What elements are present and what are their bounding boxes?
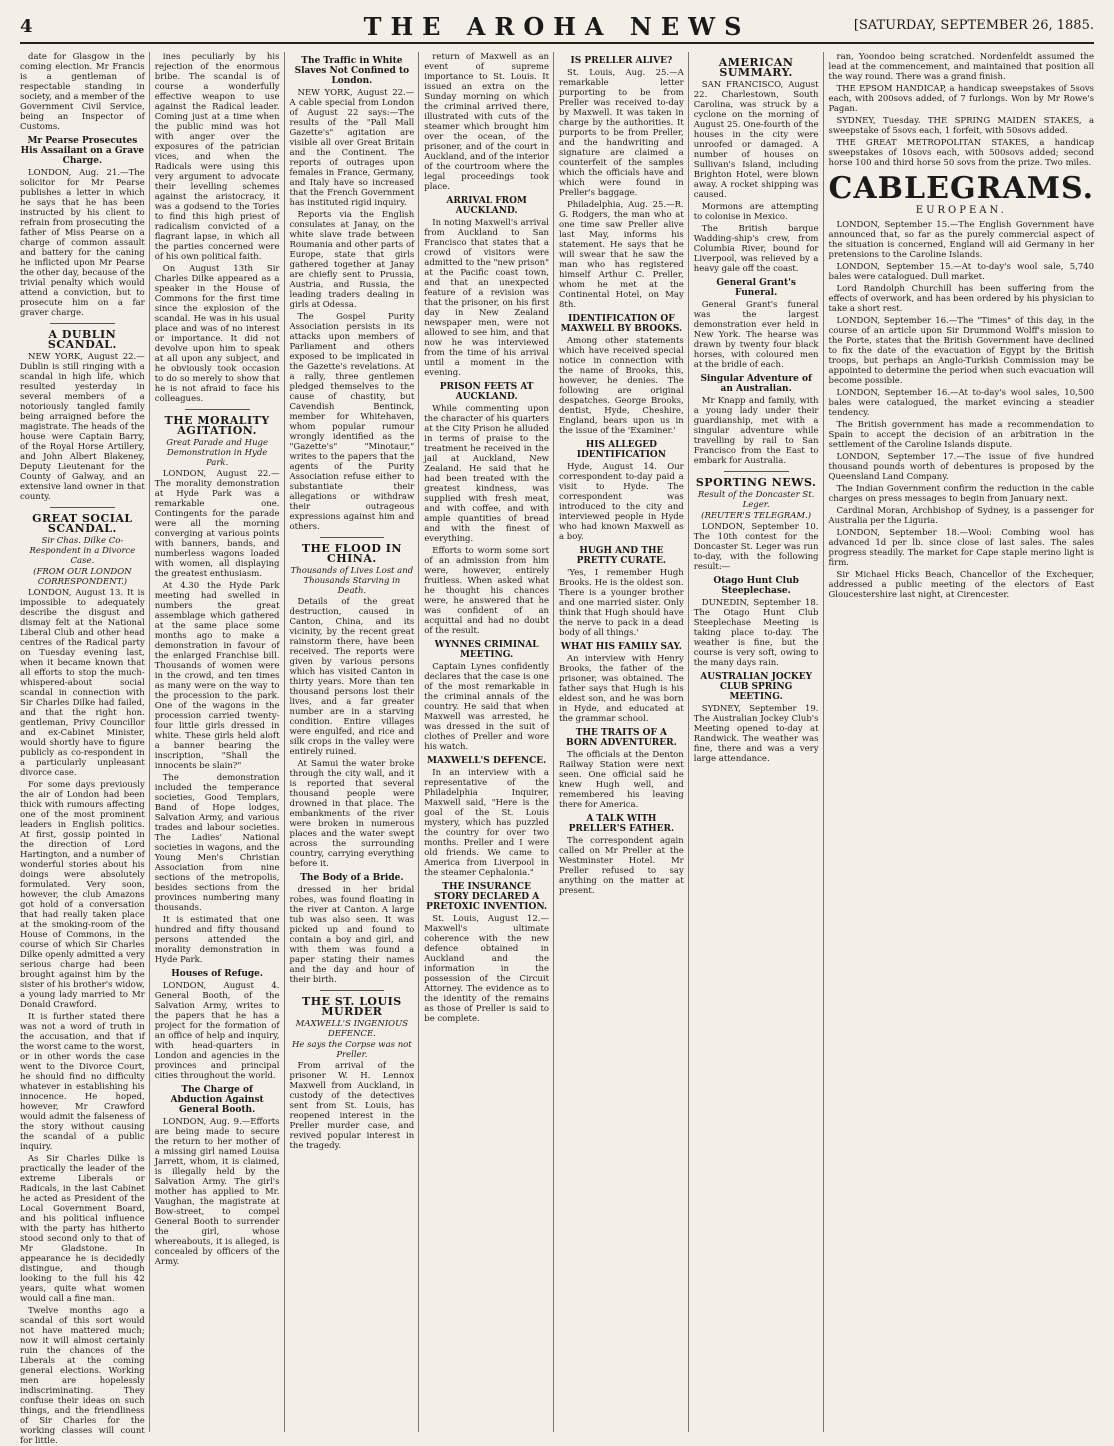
article-text: LONDON, September 15.—At to-day's wool sale, 5,740 bales were catalogued. Dull market. [828, 262, 1095, 282]
article-text: The demonstration included the temperance societies, Good Templars, Band of Hope lodges, Salvation Army, and various trades and labour societies. The Ladies' National societies in wagons, and the Young Men's Christian Association from nine sections of the metropolis, besides sections from the provinces numbering many thousands. [154, 773, 280, 913]
headline: PRISON FEETS AT AUCKLAND. [439, 382, 534, 402]
article-text: LONDON, September 10. The 10th contest for the Doncaster St. Leger was run to-day, with the following result:— [693, 522, 819, 572]
article-text: LONDON, August 13. It is impossible to adequately describe the disgust and dismay felt at the National Liberal Club and other head centres of the Radical party on Tuesday evening last, when it became known that all efforts to stop the much-whispered-about social scandal in connection with Sir Charles Dilke had failed, and that the right hon. gentleman, Privy Councillor and ex-Cabinet Minister, would shortly have to figure publicly as co-respondent in a particularly unpleasant divorce case. [20, 588, 145, 778]
headline: HUGH AND THE PRETTY CURATE. [576, 546, 667, 566]
headline: THE ST. LOUIS MURDER [302, 995, 402, 1018]
article-text: At 4.30 the Hyde Park meeting had swelled in numbers the great assemblage which gathered at the same place some months ago to make a demonstration in favour of the enlarged Franchise bill. Thousands of women were in the crowd, and ten times as many were on the way to the procession to the park. One of the wagons in the procession carried twenty-four little girls dressed in white. These girls held aloft a banner bearing the inscription, "Shall the innocents be slain?" [154, 581, 280, 771]
column-3 [290, 52, 415, 1432]
article-text: The correspondent again called on Mr Preller at the Westminster Hotel. Mr Preller refused to say anything on the matter at present. [559, 836, 684, 896]
article-text: Twelve months ago a scandal of this sort would not have mattered much; now it will almost certainly ruin the chances of the Liberals at the coming general elections. Working men are hopelessly indiscriminating. They confuse their ideas on such things, and the friendliness of Sir Charles for the working classes will count for little. [20, 1306, 145, 1446]
article-text: Mormons are attempting to colonise in Mexico. [693, 202, 819, 222]
article-text: While commenting upon the character of his quarters at the City Prison he alluded in terms of praise to the treatment he received in the jail at Auckland, New Zealand. He said that he had been treated with the greatest kindness, was supplied with fresh meat, and with coffee, and with ample quantities of bread and with the finest of everything. [424, 404, 549, 544]
article-text: ran, Yoondoo being scratched. Nordenfeldt assumed the lead at the commencement, and maintained that position all the way round. There was a grand finish. [828, 52, 1095, 82]
divider [320, 537, 385, 538]
headline: Otago Hunt Club Steeplechase. [713, 576, 799, 596]
headline: Houses of Refuge. [171, 969, 264, 979]
article-text: Philadelphia, Aug. 25.—R. G. Rodgers, the man who at one time saw Preller alive last May, informs his statement. He says that he will swear that he saw the man who has registered himself Arthur C. Preller, whom he met at the Continental Hotel, on May 8th. [559, 200, 684, 310]
column-1 [20, 52, 145, 1446]
divider [50, 507, 115, 508]
article-text: Efforts to worm some sort of an admission from him were, however, entirely fruitless. When asked what he thought his chances were, he answered that he was confident of an acquittal and had no doubt of the result. [424, 546, 549, 636]
headline: AUSTRALIAN JOCKEY CLUB SPRING MEETING. [700, 672, 812, 702]
article-text: The Gospel Purity Association persists in its attacks upon members of Parliament and others exposed to be implicated in the Gazette's revelations. At a rally, three gentlemen pledged themselves to the cause of chastity, but Cavendish Bentinck, member for Whitehaven, whom popular rumour wrongly identified as the "Gazette's" "Minotaur," writes to the papers that the agents of the Purity Association refuse either to substantiate their allegations or withdraw their outrageous expressions against him and others. [289, 312, 415, 532]
article-text: LONDON, September 18.—Wool: Combing wool has advanced 1d per lb. since close of last sales. The sales progress steadily. The market for Cape staple merino light is firm. [828, 528, 1095, 568]
article-text: Among other statements which have received special notice in connection with the name of Brooks, this, however, he denies. The following are original despatches. George Brooks, dentist, Hyde, Cheshire, England, bears upon us in the issue of the 'Examiner.' [559, 336, 684, 436]
headline: ARRIVAL FROM AUCKLAND. [446, 196, 527, 216]
article-text: NEW YORK, August 22.—Dublin is still ringing with a scandal in high life, which resulted yesterday in several members of a notoriously tangled family being arraigned before the magistrate. The heads of the house were Captain Barry, of the Royal Horse Artillery, and John Albert Blakeney, Deputy Lieutenant for the County of Galway, and an extensive land owner in that county. [20, 352, 145, 502]
article-text: ines peculiarly by his rejection of the enormous bribe. The scandal is of course a wonderfully effective weapon to use against the Radical leader. Coming just at a time when the public mind was hot with anger over the exposures of the patrician vices, and when the Radicals were using this very argument to advocate their levelling schemes against the aristocracy, it was a godsend to the Tories to find this high priest of radicalism convicted of a flagrant lapse, in which all the parties concerned were of his own political faith. [154, 52, 280, 262]
headline: Mr Pearse Prosecutes His Assailant on a Grave Charge. [20, 136, 145, 166]
article-text: St. Louis, Aug. 25.—A remarkable letter purporting to be from Preller was received to-day by Maxwell. It was taken in charge by the authorities. It purports to be from Preller, and the handwriting and signature are claimed a counterfeit of the samples which the officials have and which were found in Preller's baggage. [559, 68, 684, 198]
article-text: Sir Michael Hicks Beach, Chancellor of the Exchequer, addressed a public meeting of the electors of East Gloucestershire last night, at Cirencester. [828, 570, 1095, 600]
article-text: It is further stated there was not a word of truth in the accusation, and that if the worst came to the worst, or in other words the case went to the Divorce Court, he should find no difficulty whatever in establishing his innocence. He hoped, however, Mr Crawford would admit the falseness of the story without causing the scandal of a public inquiry. [20, 1012, 145, 1152]
article-text: NEW YORK, August 22.—A cable special from London of August 22 says:—The results of the "Pall Mall Gazette's" agitation are visible all over Great Britain and the Continent. The reports of outrages upon females in France, Germany, and Italy have so increased that the French Government has instituted rigid inquiry. [289, 88, 415, 208]
columns [20, 52, 1095, 1446]
headline: General Grant's Funeral. [716, 278, 796, 298]
article-text: LONDON, September 16.—The "Times" of this day, in the course of an article upon Sir Drummond Wolff's mission to the Porte, states that the British Government have declined to fix the date of the evacuation of Egypt by the British troops, but perhaps an Anglo-Turkish Commission may be appointed to determine the period when such evacuation will become possible. [828, 316, 1095, 386]
headline: THE INSURANCE STORY DECLARED A PRETOXIC INVENTION. [426, 882, 548, 912]
article-text: THE GREAT METROPOLITAN STAKES, a handicap sweepstakes of 10sovs each, with 500sovs added; second horse 100 and third horse 50 sovs from the prize. Two miles. [828, 138, 1095, 168]
article-text: DUNEDIN, September 18. The Otago Hunt Club Steeplechase Meeting is taking place to-day. The weather is fine, but the course is very soft, owing to the many days rain. [693, 598, 819, 668]
article-text: For some days previously the air of London had been thick with rumours affecting one of the most prominent leaders in English politics. At first, gossip pointed in the direction of Lord Hartington, and a number of wonderful stories about his doings were absolutely formulated. Very soon, however, the club Amazons got hold of a conversation that had really taken place at the smoking-room of the House of Commons, in the course of which Sir Charles Dilke openly admitted a very serious charge had been brought against him by the sister of his brother's widow, a young lady married to Mr Donald Crawford. [20, 780, 145, 1010]
article-text: dressed in her bridal robes, was found floating in the river at Canton. A large tub was also seen. It was picked up and found to contain a boy and girl, and with them was found a paper stating their names and the day and hour of their birth. [289, 885, 415, 985]
issue-date: [SATURDAY, SEPTEMBER 26, 1885. [853, 18, 1094, 33]
article-text: LONDON, September 15.—The English Government have announced that, so far as the purely commercial aspect of the situation is concerned, England will aid Germany in her pretensions to the Caroline Islands. [828, 220, 1095, 260]
article-text: LONDON, August 4. General Booth, of the Salvation Army, writes to the papers that he has a project for the formation of an office of help and inquiry, with head-quarters in London and agencies in the provinces and principal cities throughout the world. [154, 981, 280, 1081]
article-text: The British government has made a recommendation to Spain to accept the decision of an arbitration in the settlement of the Caroline Islands dispute. [828, 420, 1095, 450]
headline: Singular Adventure of an Australian. [700, 374, 812, 394]
article-text: LONDON, Aug. 9.—Efforts are being made to secure the return to her mother of a missing girl named Louisa Jarrett, whom, it is claimed, is illegally held by the Salvation Army. The girl's mother has applied to Mr. Vaughan, the magistrate at Bow-street, to compel General Booth to surrender the girl, whose whereabouts, it is alleged, is concealed by officers of the Army. [154, 1117, 280, 1267]
article-text: LONDON, Aug. 21.—The solicitor for Mr Pearse publishes a letter in which he says that he has been instructed by his client to refrain from prosecuting the father of Miss Pearse on a charge of common assault and battery for the caning he inflicted upon Mr Pearse the other day, because of the trivial penalty which would attend a conviction, but to prosecute him on a far graver charge. [20, 168, 145, 318]
section-label: EUROPEAN. [915, 205, 1007, 216]
divider [724, 471, 789, 472]
newspaper-title: THE AROHA NEWS [363, 12, 751, 41]
headline: GREAT SOCIAL SCANDAL. [32, 512, 133, 535]
headline: SPORTING NEWS. [695, 476, 817, 489]
headline: IDENTIFICATION OF MAXWELL BY BROOKS. [560, 314, 683, 334]
headline: WHAT HIS FAMILY SAY. [560, 642, 682, 652]
headline: IS PRELLER ALIVE? [570, 56, 673, 66]
article-text: Captain Lynes confidently declares that the case is one of the most remarkable in the criminal annals of the country. He said that when Maxwell was arrested, he was dressed in the suit of clothes of Preller and wore his watch. [424, 662, 549, 752]
article-text: It is estimated that one hundred and fifty thousand persons attended the morality demonstration in Hyde Park. [154, 915, 280, 965]
column-6 [694, 52, 819, 1432]
divider [320, 990, 385, 991]
article-text: LONDON, September 16.—At to-day's wool sales, 10,500 bales were catalogued, the market evincing a steadier tendency. [828, 388, 1095, 418]
subheadline: Great Parade and Huge Demonstration in Hyde Park. [166, 438, 269, 468]
article-text: Lord Randolph Churchill has been suffering from the effects of overwork, and has been ordered by his physician to take a short rest. [828, 284, 1095, 314]
article-text: LONDON, August 22.—The morality demonstration at Hyde Park was a remarkable one. Contingents for the parade were all the morning converging at various points with banners, bands, and numberless wagons loaded with women, all displaying the greatest enthusiasm. [154, 469, 280, 579]
headline: WYNNES CRIMINAL MEETING. [434, 640, 539, 660]
divider [185, 409, 250, 410]
article-text: On August 13th Sir Charles Dilke appeared as a speaker in the House of Commons for the first time since the explosion of the scandal. He was in his usual place and was of no interest or importance. It did not devolve upon him to speak at all upon any subject, and he obviously took occasion to do so merely to show that he is not afraid to face his colleagues. [154, 264, 280, 404]
article-text: SYDNEY, September 19. The Australian Jockey Club's Meeting opened to-day at Randwick. The weather was fine, there and was a very large attendance. [693, 704, 819, 764]
article-text: 'Yes, I remember Hugh Brooks. He is the oldest son. There is a younger brother and one married sister. Only think that Hugh should have the nerve to pack in a dead body of all things.' [559, 568, 684, 638]
headline: The Charge of Abduction Against General Booth. [170, 1085, 264, 1115]
article-text: THE EPSOM HANDICAP, a handicap sweepstakes of 5sovs each, with 200sovs added, of 7 furlongs. Won by Mr Rowe's Pagan. [828, 84, 1095, 114]
article-text: In an interview with a representative of the Philadelphia Inquirer, Maxwell said, "Here is the goal of the St. Louis mystery, which has puzzled the country for over two months. Preller and I were old friends. We came to America from Liverpool in the steamer Cephalonia." [424, 768, 549, 878]
divider [50, 323, 115, 324]
article-text: LONDON, September 17.—The issue of five hundred thousand pounds worth of debentures is proposed by the Queensland Land Company. [828, 452, 1095, 482]
column-2 [155, 52, 280, 1432]
article-text: The Indian Government confirm the reduction in the cable charges on press messages to begin from January next. [828, 484, 1095, 504]
article-text: Mr Knapp and family, with a young lady under their guardianship, met with a singular adventure while travelling by rail to San Francisco from the East to embark for Australia. [693, 396, 819, 466]
article-text: The British barque Wadding-ship's crew, from Columbia River, bound for Liverpool, was relieved by a heavy gale off the coast. [693, 224, 819, 274]
subheadline: Result of the Doncaster St. Leger. [697, 490, 815, 510]
page-number: 4 [20, 16, 33, 37]
headline: AMERICAN SUMMARY. [718, 56, 794, 79]
article-text: The officials at the Denton Railway Station were next seen. One official said he knew Hugh well, and remembered his leaving there for America. [559, 750, 684, 810]
article-text: SYDNEY, Tuesday. THE SPRING MAIDEN STAKES, a sweepstake of 5sovs each, 1 forfeit, with 50sovs added. [828, 116, 1095, 136]
column-4 [424, 52, 549, 1432]
headline: MAXWELL'S DEFENCE. [427, 756, 547, 766]
subheadline: Sir Chas. Dilke Co-Respondent in a Divorce Case. [29, 536, 136, 566]
article-text: St. Louis, August 12.—Maxwell's ultimate coherence with the new defence obtained in Auckland and the information in the possession of the Circuit Attorney. The evidence as to the identity of the remains as those of Preller is said to be complete. [424, 914, 549, 1024]
article-text: Details of the great destruction, caused in Canton, China, and its vicinity, by the recent great rainstorm there, have been received. The reports were given by various persons which has visited Canton in thirty years. More than ten thousand persons lost their lives, and a far greater number are in a starving condition. Entire villages were engulfed, and rice and silk crops in the valley were entirely ruined. [289, 597, 415, 757]
byline: (FROM OUR LONDON CORRESPONDENT.) [33, 567, 132, 587]
article-text: SAN FRANCISCO, August 22. Charlestown, South Carolina, was struck by a cyclone on the morning of August 25. One-fourth of the houses in the city were unroofed or damaged. A number of houses on Sullivan's Island, including Brighton Hotel, were blown away. A rocket shipping was caused. [693, 80, 819, 200]
headline: A TALK WITH PRELLER'S FATHER. [568, 814, 675, 834]
article-text: From arrival of the prisoner W. H. Lennox Maxwell from Auckland, in custody of the detectives sent from St. Louis, has reopened interest in the Preller murder case, and revived popular interest in the tragedy. [289, 1061, 415, 1151]
headline: The Traffic in White Slaves Not Confined to London. [294, 56, 410, 86]
cablegrams-heading: CABLEGRAMS. [828, 171, 1095, 206]
subheadline: MAXWELL'S INGENIOUS DEFENCE. [295, 1019, 409, 1039]
subheadline: He says the Corpse was not Preller. [292, 1040, 412, 1060]
article-text: Reports via the English consulates at Janay, on the white slave trade between Roumania and other parts of Europe, state that girls gathered together at Janay are chiefly sent to Prussia, Austria, and Russia, the leading traders dealing in girls at Odessa. [289, 210, 415, 310]
article-text: At Samui the water broke through the city wall, and it is reported that several thousand people were drowned in that place. The embankments of the river were broken in numerous places and the water swept across the surrounding country, carrying everything before it. [289, 759, 415, 869]
byline: (REUTER'S TELEGRAM.) [701, 511, 812, 521]
article-text: An interview with Henry Brooks, the father of the prisoner, was obtained. The father says that Hugh is his eldest son, and he was born in Hyde, and educated at the grammar school. [559, 654, 684, 724]
headline: THE MORALITY AGITATION. [164, 414, 270, 437]
article-text: Hyde, August 14. Our correspondent to-day paid a visit to Hyde. The correspondent was introduced to the city and interviewed people in Hyde who had known Maxwell as a boy. [559, 462, 684, 542]
headline: THE FLOOD IN CHINA. [301, 542, 402, 565]
headline: A DUBLIN SCANDAL. [47, 328, 117, 351]
subheadline: Thousands of Lives Lost and Thousands Starving in Death. [290, 566, 414, 596]
column-7 [829, 52, 1095, 1432]
article-text: return of Maxwell as an event of supreme importance to St. Louis. It issued an extra on the Sunday morning on which the criminal arrived there, illustrated with cuts of the steamer which brought him over the ocean, of the prisoner, and of the court in Auckland, and of the interior of the courtroom where the legal proceedings took place. [424, 52, 549, 192]
article-text: General Grant's funeral was the largest demonstration ever held in New York. The hearse was drawn by twenty four black horses, with coloured men at the bridle of each. [693, 300, 819, 370]
headline: HIS ALLEGED IDENTIFICATION [576, 440, 666, 460]
headline: The Body of a Bride. [300, 873, 404, 883]
article-text: In noting Maxwell's arrival from Auckland to San Francisco that states that a crowd of visitors were admitted to the "new prison" at the Pacific coast town, and that an unexpected feature of a revision was that the prisoner, on his first day in New Zealand newspaper men, were not allowed to see him, and that now he was interviewed from the time of his arrival until a moment in the evening. [424, 218, 549, 378]
article-text: As Sir Charles Dilke is practically the leader of the extreme Liberals or Radicals, in the last Cabinet he acted as President of the Local Government Board, and his political influence with the party has hitherto stood second only to that of Mr Gladstone. In appearance he is decidedly distingue, and though looking to the full his 42 years, quite what women would call a fine man. [20, 1154, 145, 1304]
masthead [20, 8, 1094, 44]
article-text: date for Glasgow in the coming election. Mr Francis is a gentleman of respectable standing in society, and a member of the Government Civil Service, being an Inspector of Customs. [20, 52, 145, 132]
headline: THE TRAITS OF A BORN ADVENTURER. [566, 728, 677, 748]
column-5 [559, 52, 684, 1432]
article-text: Cardinal Moran, Archbishop of Sydney, is a passenger for Australia per the Liguria. [828, 506, 1095, 526]
